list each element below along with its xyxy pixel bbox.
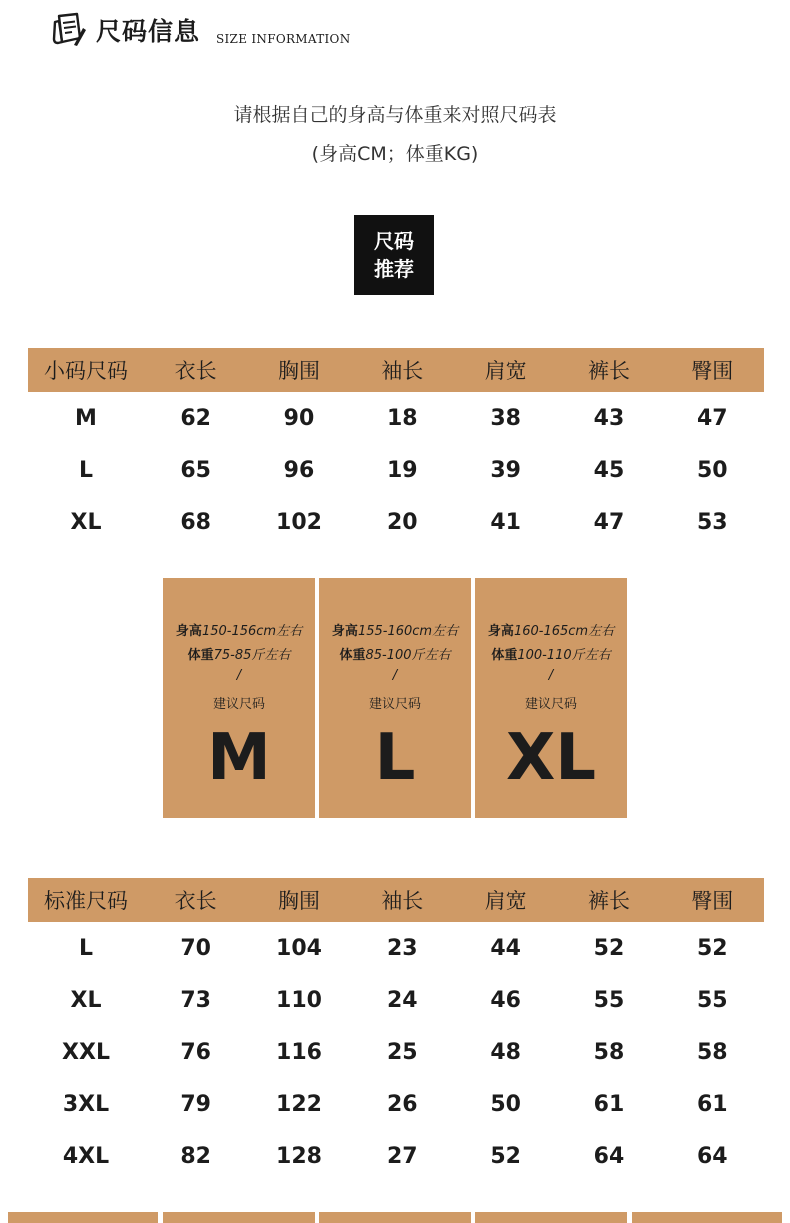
cell-hip: 52 <box>697 935 728 961</box>
header-size: 标准尺码 <box>28 878 144 922</box>
table-row <box>28 1026 764 1078</box>
recommended-size: L <box>374 721 416 795</box>
weight-range: 体重85-100斤左右 <box>339 648 451 663</box>
cell-shoulder: 44 <box>490 935 521 961</box>
table-row <box>28 1078 764 1130</box>
cell-chest: 90 <box>283 405 315 431</box>
separator: / <box>236 668 242 683</box>
recommend-card-xl <box>475 578 627 818</box>
cell-size: 3XL <box>62 1091 110 1117</box>
height-range: 身高160-165cm左右 <box>487 624 615 639</box>
cell-size: XXL <box>62 1039 110 1065</box>
cell-size: L <box>78 457 94 483</box>
cell-hip: 53 <box>697 509 728 535</box>
cell-sleeve: 27 <box>387 1143 418 1169</box>
table-row <box>28 496 764 548</box>
cell-pants-length: 55 <box>593 987 625 1013</box>
cell-shoulder: 38 <box>490 405 521 431</box>
recommend-badge <box>354 215 434 295</box>
cell-hip: 61 <box>697 1091 728 1117</box>
cell-shoulder: 50 <box>490 1091 521 1117</box>
height-range: 身高150-156cm左右 <box>175 624 303 639</box>
header-sleeve: 袖长 <box>351 348 454 392</box>
table-row <box>28 974 764 1026</box>
weight-range: 体重100-110斤左右 <box>491 648 611 663</box>
footer-bar <box>8 1212 158 1223</box>
table-row <box>28 922 764 974</box>
cell-size: XL <box>70 509 102 535</box>
cell-chest: 110 <box>276 987 322 1013</box>
advice-label: 建议尺码 <box>524 697 577 712</box>
separator: / <box>392 668 398 683</box>
intro-units: (身高CM；体重KG) <box>311 143 479 165</box>
cell-chest: 116 <box>276 1039 322 1065</box>
cell-pants-length: 64 <box>593 1143 625 1169</box>
header-sleeve: 袖长 <box>351 878 454 922</box>
cell-size: M <box>75 405 97 431</box>
cell-length: 73 <box>180 987 211 1013</box>
section-subtitle: SIZE INFORMATION <box>216 32 351 46</box>
height-range: 身高155-160cm左右 <box>331 624 459 639</box>
header-pants-length: 裤长 <box>557 348 660 392</box>
footer-bar <box>475 1212 627 1223</box>
small-size-table <box>28 348 764 548</box>
header-pants-length: 裤长 <box>557 878 660 922</box>
table-header-row <box>28 878 764 922</box>
cell-shoulder: 48 <box>490 1039 521 1065</box>
cell-shoulder: 46 <box>490 987 521 1013</box>
header-length: 衣长 <box>144 878 247 922</box>
document-pen-icon <box>50 12 88 48</box>
cell-hip: 47 <box>697 405 728 431</box>
cell-sleeve: 24 <box>387 987 418 1013</box>
cell-size: L <box>78 935 94 961</box>
header-hip: 臀围 <box>661 348 764 392</box>
cell-shoulder: 52 <box>490 1143 521 1169</box>
intro-text: 请根据自己的身高与体重来对照尺码表 <box>233 104 557 126</box>
advice-label: 建议尺码 <box>212 697 265 712</box>
cell-length: 70 <box>180 935 211 961</box>
header-length: 衣长 <box>144 348 247 392</box>
cell-length: 65 <box>180 457 211 483</box>
cell-length: 76 <box>180 1039 211 1065</box>
cell-length: 62 <box>180 405 211 431</box>
cell-sleeve: 26 <box>387 1091 418 1117</box>
cell-hip: 64 <box>697 1143 728 1169</box>
footer-bar <box>163 1212 315 1223</box>
cell-length: 82 <box>180 1143 211 1169</box>
cell-sleeve: 19 <box>387 457 418 483</box>
recommend-card-l <box>319 578 471 818</box>
cell-chest: 102 <box>276 509 322 535</box>
separator: / <box>548 668 554 683</box>
cell-sleeve: 18 <box>387 405 418 431</box>
header-chest: 胸围 <box>247 878 350 922</box>
footer-bar <box>319 1212 471 1223</box>
footer-bar <box>632 1212 782 1223</box>
header-chest: 胸围 <box>247 348 350 392</box>
header-shoulder: 肩宽 <box>454 348 557 392</box>
advice-label: 建议尺码 <box>368 697 421 712</box>
cell-pants-length: 58 <box>593 1039 625 1065</box>
recommended-size: XL <box>505 721 597 795</box>
cell-sleeve: 25 <box>387 1039 418 1065</box>
weight-range: 体重75-85斤左右 <box>187 648 291 663</box>
cell-chest: 128 <box>276 1143 322 1169</box>
cell-length: 79 <box>180 1091 211 1117</box>
section-title: 尺码信息 <box>96 17 201 46</box>
cell-shoulder: 39 <box>490 457 521 483</box>
recommend-card-m <box>163 578 315 818</box>
badge-line-2: 推荐 <box>374 257 414 281</box>
cell-chest: 96 <box>283 457 315 483</box>
cell-pants-length: 52 <box>593 935 625 961</box>
table-row <box>28 1130 764 1182</box>
recommended-size: M <box>207 721 271 795</box>
cell-size: XL <box>70 987 102 1013</box>
table-row <box>28 392 764 444</box>
cell-pants-length: 43 <box>593 405 625 431</box>
cell-hip: 55 <box>697 987 728 1013</box>
cell-pants-length: 61 <box>593 1091 625 1117</box>
header-size: 小码尺码 <box>28 348 144 392</box>
cell-shoulder: 41 <box>490 509 521 535</box>
header-shoulder: 肩宽 <box>454 878 557 922</box>
cell-sleeve: 20 <box>387 509 418 535</box>
header-hip: 臀围 <box>661 878 764 922</box>
cell-length: 68 <box>180 509 211 535</box>
cell-pants-length: 47 <box>593 509 625 535</box>
cell-chest: 122 <box>276 1091 322 1117</box>
cell-sleeve: 23 <box>387 935 418 961</box>
cell-hip: 58 <box>697 1039 728 1065</box>
standard-size-table <box>28 878 764 1182</box>
cell-size: 4XL <box>62 1143 110 1169</box>
cell-chest: 104 <box>276 935 322 961</box>
table-header-row <box>28 348 764 392</box>
badge-line-1: 尺码 <box>374 229 414 253</box>
cell-hip: 50 <box>697 457 728 483</box>
table-row <box>28 444 764 496</box>
cell-pants-length: 45 <box>593 457 625 483</box>
